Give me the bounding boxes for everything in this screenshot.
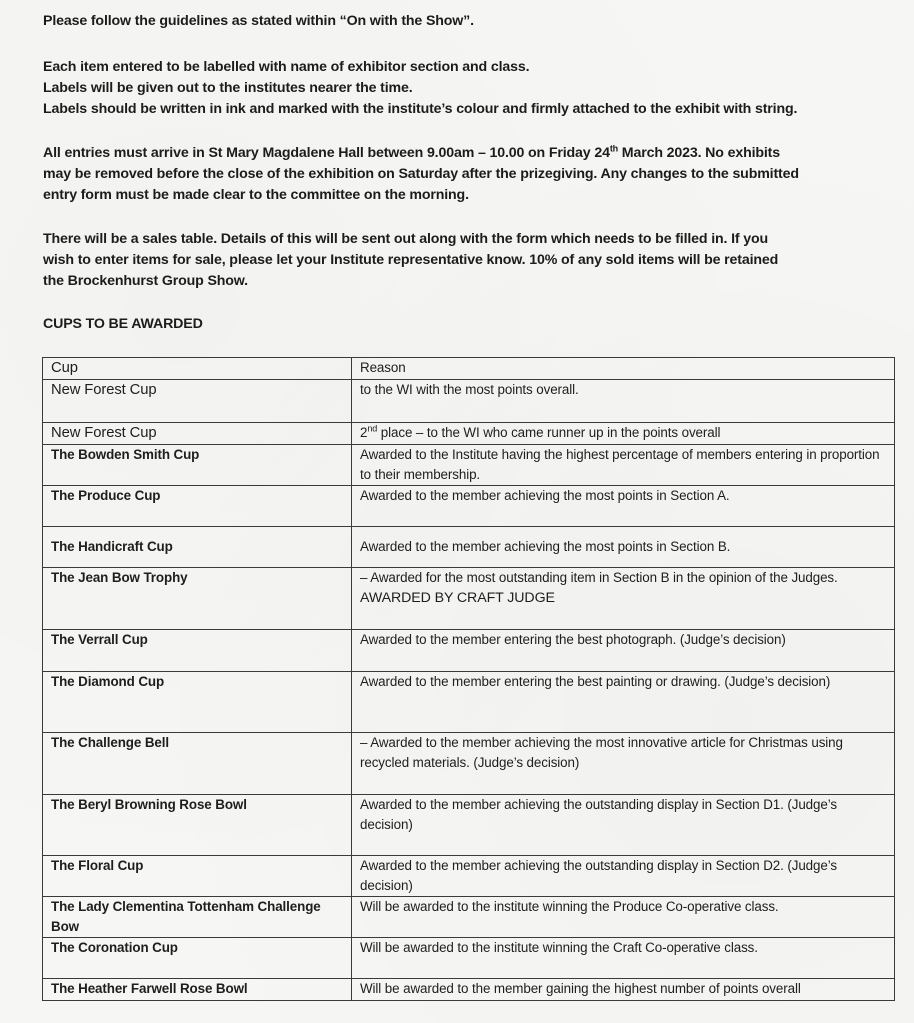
cup-name: The Diamond Cup (43, 672, 352, 733)
cup-name: The Beryl Browning Rose Bowl (43, 795, 352, 856)
table-row (43, 733, 895, 795)
header-cup: Cup (43, 358, 352, 380)
entries-line-1 (43, 143, 903, 164)
table-row (43, 979, 895, 1001)
cups-table (42, 357, 895, 1001)
entries-line-1-post: March 2023. No exhibits (618, 145, 780, 161)
cup-name: The Challenge Bell (43, 733, 352, 795)
table-row (43, 630, 895, 672)
table-row (43, 856, 895, 897)
cup-reason: Awarded to the Institute having the highest percentage of members entering in proportion to their membership. (352, 445, 895, 486)
cup-name: New Forest Cup (43, 423, 352, 445)
cup-name: The Handicraft Cup (43, 527, 352, 568)
intro-paragraph (43, 11, 903, 32)
intro-text: Please follow the guidelines as stated within “On with the Show”. (43, 13, 474, 29)
table-row (43, 672, 895, 733)
reason-text: – Awarded for the most outstanding item in Section B in the opinion of the Judges. (360, 570, 838, 585)
cup-name: The Lady Clementina Tottenham Challenge Bow (43, 897, 352, 938)
cups-heading: CUPS TO BE AWARDED (43, 316, 203, 332)
table-row (43, 527, 895, 568)
ordinal-suffix: th (609, 143, 619, 154)
cup-name: The Jean Bow Trophy (43, 568, 352, 630)
cup-name: New Forest Cup (43, 380, 352, 423)
table-row (43, 380, 895, 423)
cup-reason (352, 423, 895, 445)
cup-name: The Coronation Cup (43, 938, 352, 979)
entries-line-2: may be removed before the close of the exhibition on Saturday after the prizegiving. Any changes to the submitted (43, 166, 799, 182)
cup-reason: Awarded to the member entering the best photograph. (Judge’s decision) (352, 630, 895, 672)
cup-reason: to the WI with the most points overall. (352, 380, 895, 423)
sales-line-1: There will be a sales table. Details of this will be sent out along with the form which needs to be filled in. If you (43, 231, 769, 247)
table-header-row (43, 358, 895, 380)
cup-name: The Bowden Smith Cup (43, 445, 352, 486)
cup-reason: Awarded to the member achieving the most points in Section B. (352, 527, 895, 568)
labels-line-2: Labels will be given out to the institutes nearer the time. (43, 80, 413, 96)
sales-paragraph (43, 229, 903, 292)
cup-reason: Will be awarded to the member gaining the highest number of points overall (352, 979, 895, 1001)
cup-name: The Floral Cup (43, 856, 352, 897)
table-row (43, 486, 895, 527)
ordinal-suffix: nd (367, 423, 378, 434)
cup-name: The Verrall Cup (43, 630, 352, 672)
cup-name: The Heather Farwell Rose Bowl (43, 979, 352, 1001)
entries-line-3: entry form must be made clear to the committee on the morning. (43, 187, 469, 203)
table-row (43, 445, 895, 486)
table-row (43, 568, 895, 630)
reason-text: place – to the WI who came runner up in the points overall (377, 425, 721, 440)
cup-reason: Awarded to the member entering the best painting or drawing. (Judge’s decision) (352, 672, 895, 733)
cup-reason: Will be awarded to the institute winning the Produce Co-operative class. (352, 897, 895, 938)
table-row (43, 938, 895, 979)
cup-reason: Awarded to the member achieving the outstanding display in Section D2. (Judge’s decision) (352, 856, 895, 897)
sales-line-2: wish to enter items for sale, please let your Institute representative know. 10% of any sold items will be retained (43, 252, 779, 268)
header-reason: Reason (352, 358, 895, 380)
reason-note: AWARDED BY CRAFT JUDGE (360, 590, 555, 606)
labels-line-3: Labels should be written in ink and marked with the institute’s colour and firmly attached to the exhibit with string. (43, 101, 798, 117)
sales-line-3: the Brockenhurst Group Show. (43, 273, 248, 289)
table-row (43, 795, 895, 856)
cup-reason: – Awarded to the member achieving the most innovative article for Christmas using recycled materials. (Judge’s decision) (352, 733, 895, 795)
entries-paragraph (43, 143, 903, 206)
cup-name: The Produce Cup (43, 486, 352, 527)
cup-reason: Awarded to the member achieving the outstanding display in Section D1. (Judge’s decision) (352, 795, 895, 856)
entries-line-1-pre: All entries must arrive in St Mary Magdalene Hall between 9.00am – 10.00 on Friday 24 (43, 145, 610, 161)
labels-line-1: Each item entered to be labelled with name of exhibitor section and class. (43, 59, 530, 75)
labels-paragraph (43, 57, 903, 120)
table-row (43, 897, 895, 938)
table-row (43, 423, 895, 445)
cup-reason (352, 568, 895, 630)
reason-ordinal: 2 (360, 425, 368, 440)
cup-reason: Awarded to the member achieving the most points in Section A. (352, 486, 895, 527)
cup-reason: Will be awarded to the institute winning the Craft Co-operative class. (352, 938, 895, 979)
